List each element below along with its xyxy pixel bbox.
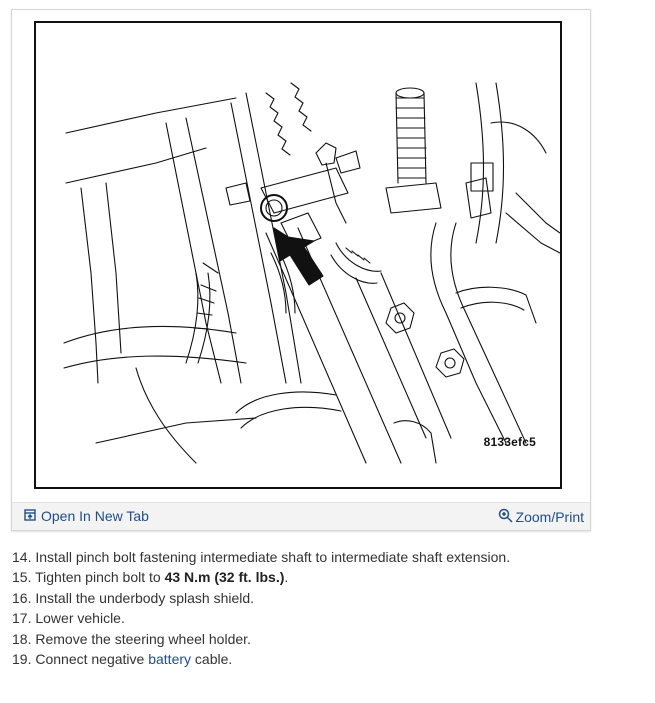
step-text-end: cable.	[191, 651, 233, 668]
procedure-steps-list	[12, 547, 510, 669]
open-in-new-tab-icon	[24, 508, 36, 524]
open-in-new-tab-link[interactable]	[24, 508, 149, 524]
step-17	[12, 608, 510, 628]
step-number: 14.	[12, 549, 32, 565]
step-14	[12, 547, 510, 567]
step-number: 15.	[12, 569, 32, 586]
step-text: Install the underbody splash shield.	[35, 589, 255, 606]
step-number: 17.	[12, 610, 32, 627]
step-text: Tighten pinch bolt to	[35, 569, 165, 586]
step-number: 16.	[12, 589, 32, 606]
open-in-new-tab-label: Open In New Tab	[41, 508, 149, 524]
battery-link[interactable]: battery	[148, 651, 192, 668]
zoom-print-link[interactable]	[498, 508, 584, 526]
step-19	[12, 649, 510, 669]
figure-code: 8133efc5	[483, 435, 536, 449]
step-text: Lower vehicle.	[35, 610, 125, 627]
torque-spec: 43 N.m (32 ft. lbs.)	[164, 569, 285, 586]
zoom-print-label: Zoom/Print	[515, 509, 584, 525]
step-16	[12, 588, 510, 608]
step-15	[12, 567, 510, 587]
zoom-magnifier-icon	[498, 508, 513, 526]
figure-card	[11, 9, 591, 531]
steering-shaft-illustration	[34, 21, 562, 489]
illustration-drawing	[36, 23, 560, 487]
step-18	[12, 629, 510, 649]
figure-toolbar	[12, 502, 590, 530]
step-number: 18.	[12, 630, 32, 647]
step-text: Install pinch bolt fastening intermediate shaft to intermediate shaft extension.	[35, 549, 511, 565]
step-number: 19.	[12, 651, 32, 668]
step-text: Connect negative	[35, 651, 149, 668]
step-text: Remove the steering wheel holder.	[35, 630, 251, 647]
step-text-end: .	[284, 569, 289, 586]
